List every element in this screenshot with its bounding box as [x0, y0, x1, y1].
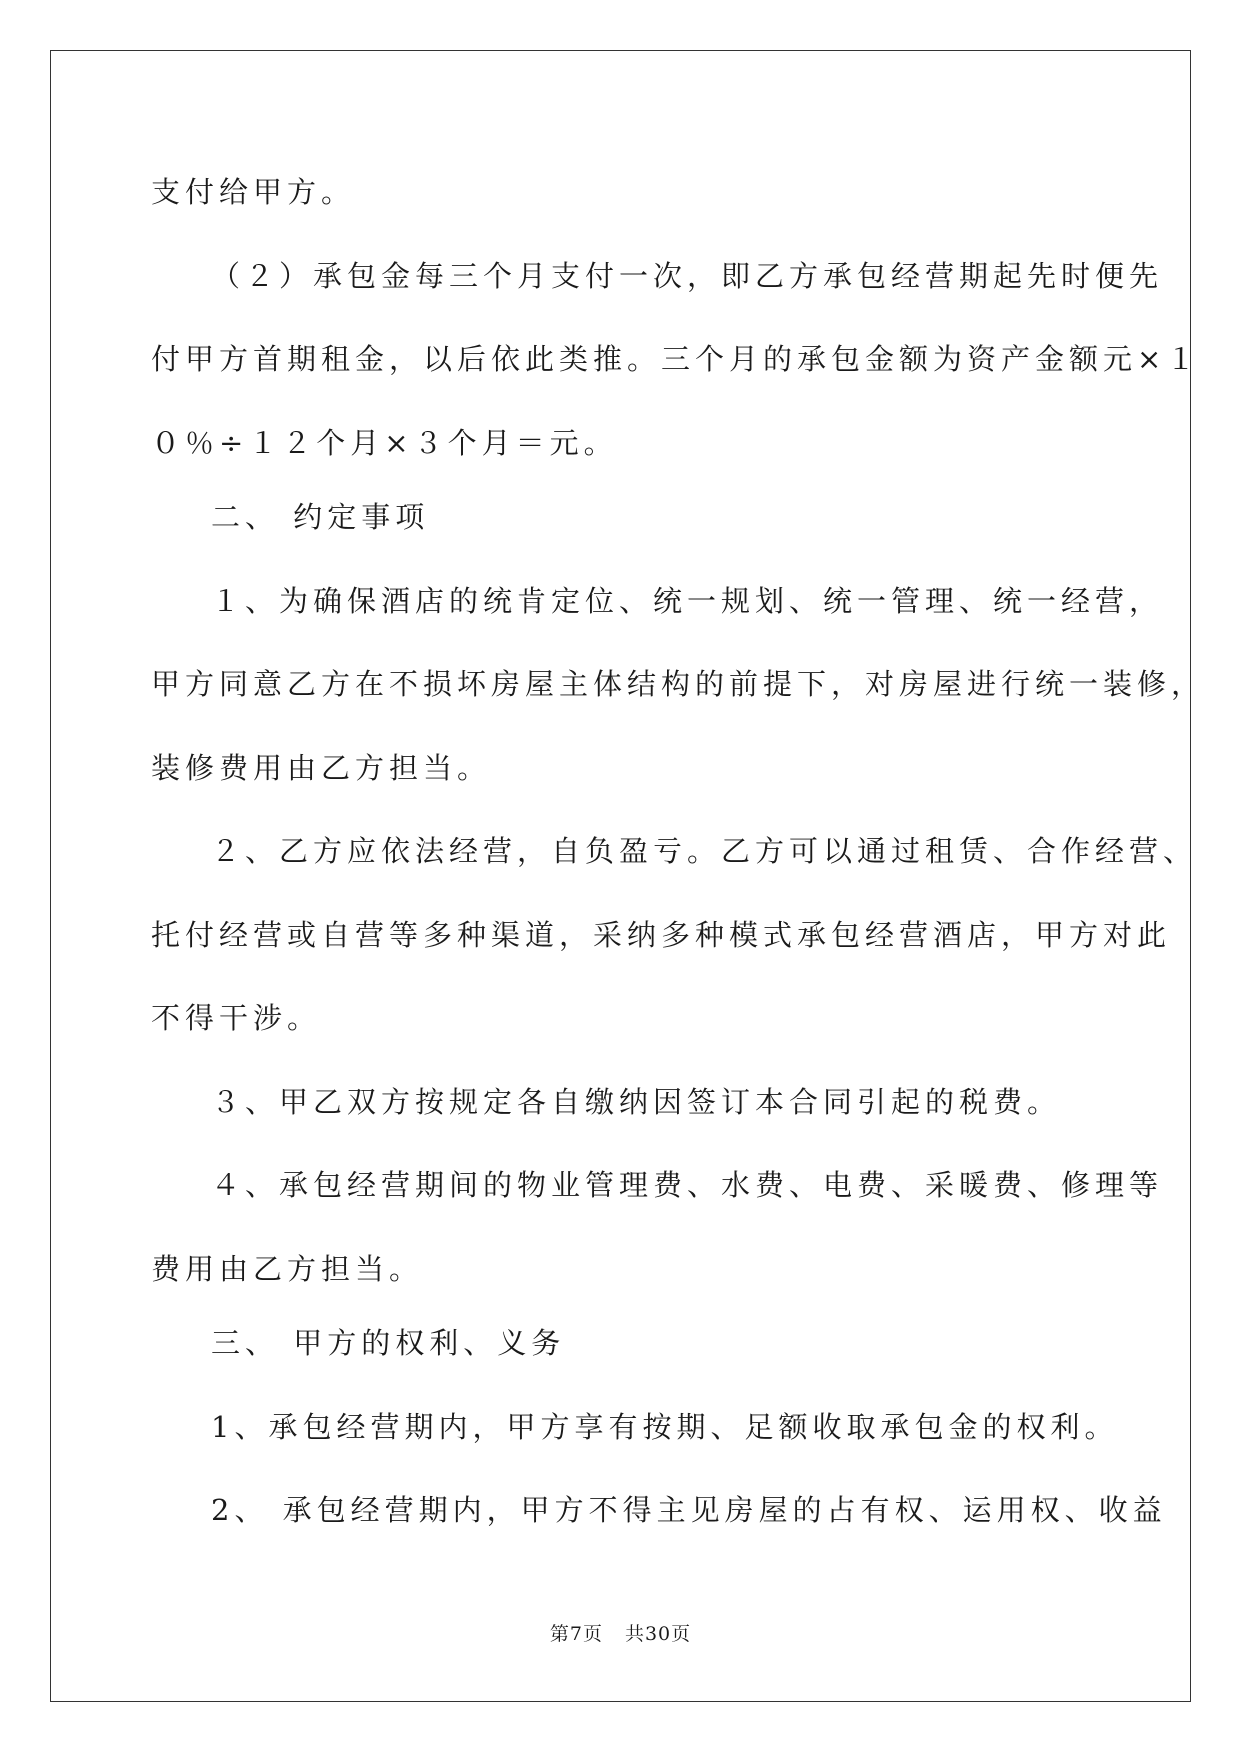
paragraph-line: ４、承包经营期间的物业管理费、水费、电费、采暖费、修理等 [211, 1168, 1164, 1202]
paragraph-line: 托付经营或自营等多种渠道，采纳多种模式承包经营酒店，甲方对此 [151, 918, 1172, 952]
paragraph-line: 2、 承包经营期内，甲方不得主见房屋的占有权、运用权、收益 [211, 1493, 1167, 1527]
paragraph-line: 装修费用由乙方担当。 [151, 751, 492, 785]
paragraph-line: ０％÷１２个月×３个月＝元。 [151, 426, 618, 460]
page-total: 共30页 [624, 1623, 692, 1645]
paragraph-line: ２、乙方应依法经营，自负盈亏。乙方可以通过租赁、合作经营、 [211, 834, 1198, 868]
paragraph-line: 不得干涉。 [151, 1001, 322, 1035]
paragraph-line: 1、承包经营期内，甲方享有按期、足额收取承包金的权利。 [211, 1410, 1119, 1444]
paragraph-line: 费用由乙方担当。 [151, 1252, 424, 1286]
paragraph-line: 甲方同意乙方在不损坏房屋主体结构的前提下，对房屋进行统一装修， [151, 667, 1206, 701]
paragraph-line: （２）承包金每三个月支付一次，即乙方承包经营期起先时便先 [211, 259, 1164, 293]
page-border [50, 50, 1191, 1702]
page-number: 第7页 [549, 1623, 603, 1645]
section-heading: 二、 约定事项 [211, 500, 430, 534]
paragraph-line: ３、甲乙双方按规定各自缴纳因签订本合同引起的税费。 [211, 1085, 1062, 1119]
page-footer [0, 1622, 1241, 1646]
section-heading: 三、 甲方的权利、义务 [211, 1326, 566, 1360]
paragraph-line: １、为确保酒店的统肯定位、统一规划、统一管理、统一经营， [211, 584, 1164, 618]
paragraph-line: 支付给甲方。 [151, 175, 356, 209]
paragraph-line: 付甲方首期租金，以后依此类推。三个月的承包金额为资产金额元×１ [151, 342, 1201, 376]
